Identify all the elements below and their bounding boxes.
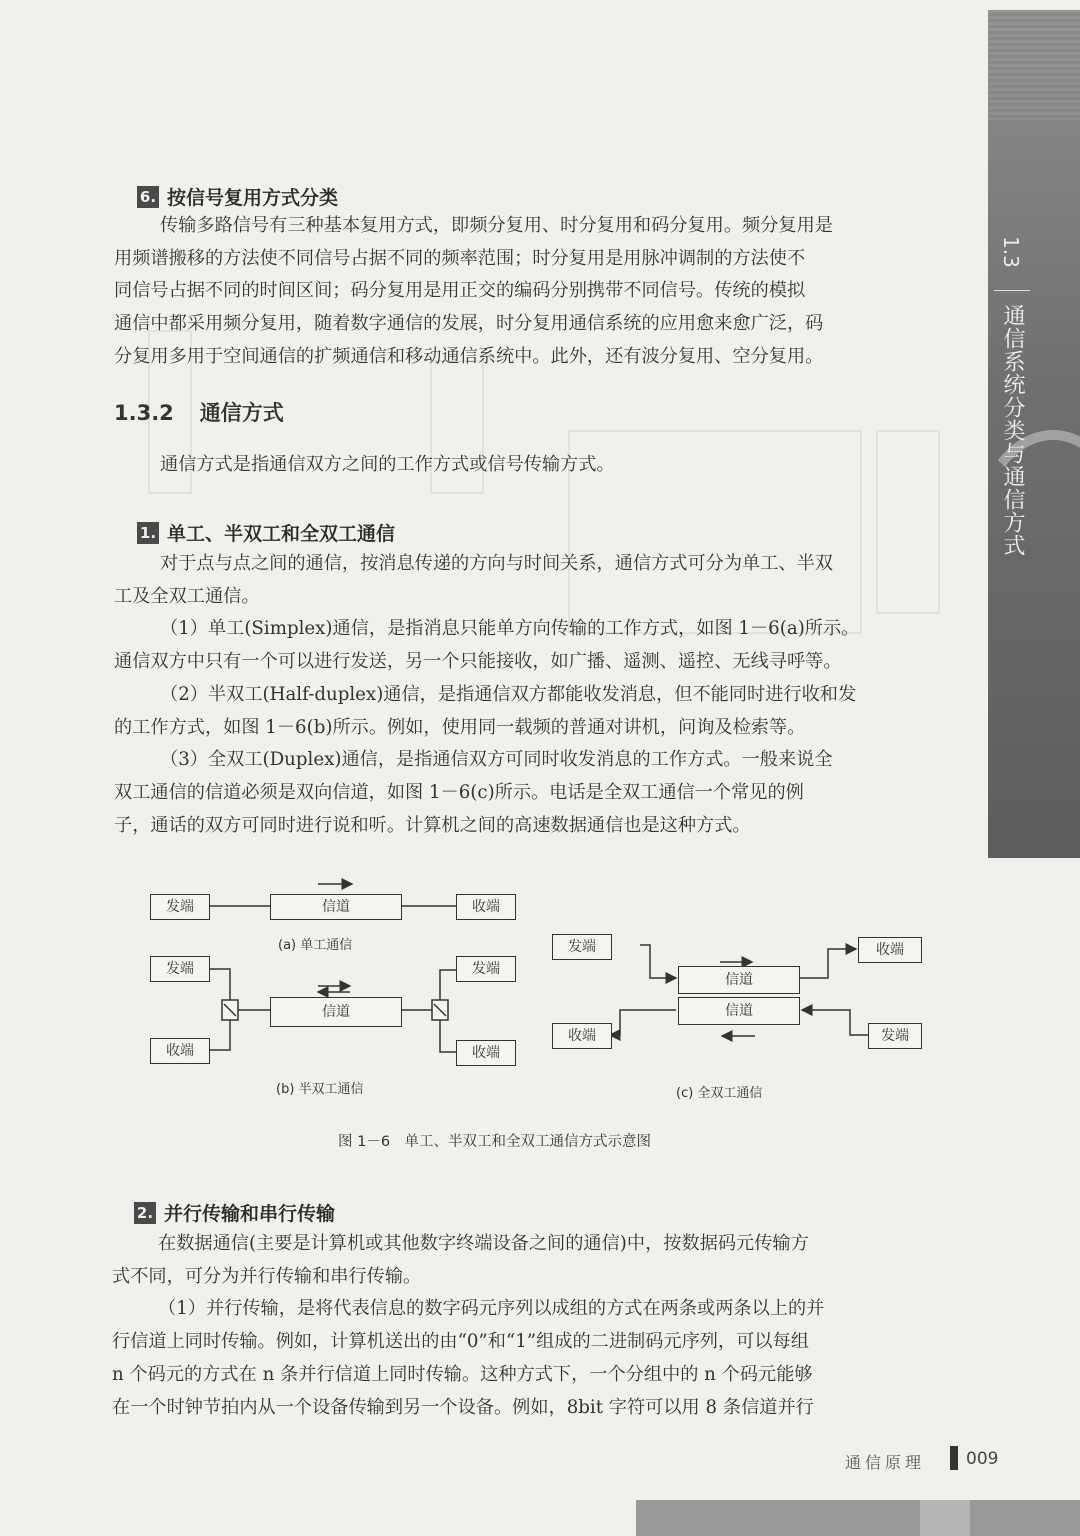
section-number: 1.3.2 [114, 401, 174, 425]
send-end-box: 发端 [150, 894, 210, 920]
subsection-2-heading [134, 1199, 335, 1226]
subsection-1-badge: 1. [137, 522, 159, 544]
text-line: （3）全双工(Duplex)通信，是指通信双方可同时收发消息的工作方式。一般来说全 [160, 749, 833, 771]
text-line: 在数据通信(主要是计算机或其他数字终端设备之间的通信)中，按数据码元传输方 [158, 1233, 809, 1254]
page-number: 009 [966, 1449, 999, 1469]
bottom-gray-strip-accent [920, 1500, 970, 1536]
subsection-2-badge: 2. [134, 1202, 156, 1224]
text-line: 子，通话的双方可同时进行说和听。计算机之间的高速数据通信也是这种方式。 [114, 814, 751, 836]
text-line: 同信号占据不同的时间区间；码分复用是用正交的编码分别携带不同信号。传统的模拟 [114, 280, 806, 302]
side-tab-title: 通信系统分类与通信方式 [1000, 304, 1025, 557]
footer-bar [950, 1446, 958, 1470]
text-line: 对于点与点之间的通信，按消息传递的方向与时间关系，通信方式可分为单工、半双 [160, 553, 833, 574]
text-line: 在一个时钟节拍内从一个设备传输到另一个设备。例如，8bit 字符可以用 8 条信道并行 [112, 1396, 814, 1418]
text-line: 通信中都采用频分复用，随着数字通信的发展，时分复用通信系统的应用愈来愈广泛，码 [114, 313, 824, 335]
channel-box: 信道 [270, 894, 402, 920]
text-line: 式不同，可分为并行传输和串行传输。 [112, 1265, 422, 1287]
channel-box: 信道 [270, 997, 402, 1027]
caption-a: (a) 单工通信 [278, 938, 353, 953]
receive-end-box: 收端 [456, 1040, 516, 1066]
section-6-title: 按信号复用方式分类 [167, 187, 339, 209]
text-line: 用频谱搬移的方法使不同信号占据不同的频率范围；时分复用是用脉冲调制的方法使不 [114, 247, 806, 269]
text-line: 的工作方式，如图 1－6(b)所示。例如，使用同一载频的普通对讲机，问询及检索等。 [114, 716, 806, 738]
bottom-gray-strip [636, 1500, 1080, 1536]
figure-caption: 图 1－6 单工、半双工和全双工通信方式示意图 [338, 1134, 652, 1150]
text-line: （2）半双工(Half-duplex)通信，是指通信双方都能收发消息，但不能同时进行收和发 [160, 683, 857, 705]
text-line: （1）并行传输，是将代表信息的数字码元序列以成组的方式在两条或两条以上的并 [158, 1298, 825, 1320]
send-end-box: 发端 [456, 956, 516, 982]
text-line: （1）单工(Simplex)通信，是指消息只能单方向传输的工作方式，如图 1－6(a)所示。 [160, 618, 860, 640]
channel-box-forward: 信道 [678, 966, 800, 994]
send-end-box: 发端 [150, 956, 210, 982]
subsection-2-title: 并行传输和串行传输 [164, 1203, 336, 1225]
text-line: 行信道上同时传输。例如，计算机送出的由“0”和“1”组成的二进制码元序列，可以每组 [112, 1331, 809, 1353]
text-line: 分复用多用于空间通信的扩频通信和移动通信系统中。此外，还有波分复用、空分复用。 [114, 345, 824, 367]
receive-end-box: 收端 [552, 1023, 612, 1049]
section-6-badge: 6. [137, 186, 159, 208]
text-line: 通信双方中只有一个可以进行发送，另一个只能接收，如广播、遥测、遥控、无线寻呼等。 [114, 651, 842, 673]
text-line: n 个码元的方式在 n 条并行信道上同时传输。这种方式下，一个分组中的 n 个码元能够 [112, 1363, 813, 1385]
receive-end-box: 收端 [858, 937, 922, 963]
send-end-box: 发端 [552, 934, 612, 960]
footer-book-title: 通信原理 [845, 1453, 926, 1472]
text-line: 传输多路信号有三种基本复用方式，即频分复用、时分复用和码分复用。频分复用是 [160, 215, 833, 236]
text-line: 工及全双工通信。 [114, 585, 260, 607]
receive-end-box: 收端 [456, 894, 516, 920]
caption-c: (c) 全双工通信 [676, 1086, 763, 1101]
side-tab-section-number: 1.3 [999, 236, 1023, 268]
section-title: 通信方式 [199, 401, 284, 425]
send-end-box: 发端 [868, 1023, 922, 1049]
subsection-2-body [112, 1228, 824, 1424]
subsection-1-title: 单工、半双工和全双工通信 [167, 523, 396, 545]
caption-b: (b) 半双工通信 [276, 1082, 364, 1097]
section-1-3-2-intro: 通信方式是指通信双方之间的工作方式或信号传输方式。 [160, 454, 615, 475]
receive-end-box: 收端 [150, 1038, 210, 1064]
text-line: 双工通信的信道必须是双向信道，如图 1－6(c)所示。电话是全双工通信一个常见的例 [114, 781, 804, 803]
channel-box-reverse: 信道 [678, 997, 800, 1025]
